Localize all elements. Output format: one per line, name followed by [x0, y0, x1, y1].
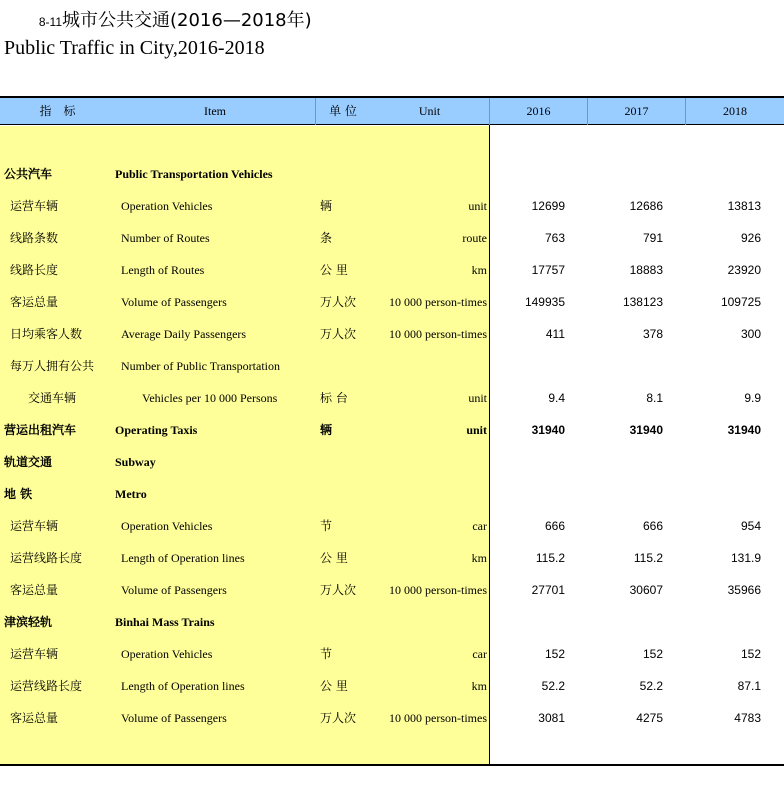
value-2017: 115.2: [633, 551, 663, 565]
value-2017: 30607: [629, 583, 663, 597]
value-2017: 138123: [622, 295, 663, 309]
value-2016: 27701: [531, 583, 565, 597]
row-label-en: Number of Public Transportation: [121, 359, 280, 373]
row-unit-cn: 万人次: [320, 295, 357, 309]
table-row: [0, 254, 784, 286]
value-2018: 109725: [720, 295, 761, 309]
value-2016: 411: [545, 327, 565, 341]
row-unit-cn: 公 里: [320, 263, 348, 277]
value-2017: 791: [642, 231, 663, 245]
value-2018: 13813: [727, 199, 761, 213]
row-label-en: Operation Vehicles: [121, 199, 213, 213]
row-unit-en: 10 000 person-times: [389, 583, 487, 597]
row-label-en: Public Transportation Vehicles: [115, 167, 273, 181]
value-2017: [588, 158, 663, 190]
table-row: [0, 478, 784, 510]
row-label-en: Binhai Mass Trains: [115, 615, 215, 629]
value-2016: 152: [544, 647, 565, 661]
value-2018: [686, 158, 761, 190]
header-unit: Unit: [418, 104, 441, 118]
row-label-en: Length of Operation lines: [121, 551, 245, 565]
row-label-en: Average Daily Passengers: [121, 327, 247, 341]
row-unit-cn: 公 里: [320, 551, 348, 565]
value-2016: [490, 478, 565, 510]
table-title-cn: [4, 6, 312, 32]
value-2018: 300: [740, 327, 761, 341]
row-label-cn: 每万人拥有公共: [10, 359, 95, 373]
value-2017: 4275: [636, 711, 663, 725]
row-unit-en: unit: [468, 199, 487, 213]
value-2016: 149935: [524, 295, 565, 309]
row-unit-en: [320, 158, 487, 190]
value-2016: 52.2: [541, 679, 565, 693]
value-2018: 35966: [727, 583, 761, 597]
value-2016: 3081: [538, 711, 565, 725]
row-label-cn: 轨道交通: [4, 455, 53, 469]
row-label-cn: 线路条数: [10, 231, 59, 245]
value-2018: 9.9: [744, 391, 761, 405]
value-2016: 9.4: [548, 391, 565, 405]
header-year-2017: 2017: [624, 104, 649, 118]
row-unit-en: [320, 350, 487, 382]
value-2018: 4783: [734, 711, 761, 725]
value-2018: 131.9: [730, 551, 761, 565]
title-cn-text: 城市公共交通(2016—2018年): [62, 10, 312, 31]
value-2016: 31940: [531, 423, 565, 437]
value-2018: [686, 478, 761, 510]
row-unit-cn: 公 里: [320, 679, 348, 693]
row-label-en: Volume of Passengers: [121, 583, 227, 597]
row-label-cn: 公共汽车: [4, 167, 53, 181]
row-unit-cn: 条: [320, 231, 333, 245]
row-label-cn: 客运总量: [10, 583, 59, 597]
table-row: [0, 702, 784, 734]
value-2017: 52.2: [639, 679, 663, 693]
row-unit-cn: 标 台: [320, 391, 348, 405]
row-unit-cn: 辆: [320, 199, 333, 213]
row-unit-en: [320, 606, 487, 638]
value-2016: 17757: [531, 263, 565, 277]
row-label-cn: 运营车辆: [10, 647, 59, 661]
row-label-en: Operation Vehicles: [121, 519, 213, 533]
row-label-en: Operation Vehicles: [121, 647, 213, 661]
table-header: [0, 96, 784, 125]
value-2018: [686, 446, 761, 478]
row-unit-cn: 万人次: [320, 327, 357, 341]
row-label-cn: 运营线路长度: [10, 551, 83, 565]
row-label-en: Volume of Passengers: [121, 711, 227, 725]
table-row: [0, 638, 784, 670]
value-2017: [588, 606, 663, 638]
header-item: Item: [204, 104, 226, 118]
table-row: [0, 318, 784, 350]
value-2017: [588, 350, 663, 382]
value-2016: [490, 350, 565, 382]
header-year-2016: 2016: [526, 104, 551, 118]
value-2017: [588, 446, 663, 478]
value-2016: [490, 606, 565, 638]
value-2018: 31940: [727, 423, 761, 437]
value-2016: 12699: [531, 199, 565, 213]
row-label-cn: 交通车辆: [28, 391, 77, 405]
row-label-cn: 线路长度: [10, 263, 59, 277]
table-row: [0, 414, 784, 446]
row-unit-en: 10 000 person-times: [389, 295, 487, 309]
value-2018: 87.1: [737, 679, 761, 693]
row-unit-en: 10 000 person-times: [389, 327, 487, 341]
table-row: [0, 606, 784, 638]
row-label-en: Metro: [115, 487, 147, 501]
row-unit-cn: 节: [320, 647, 333, 661]
row-label-cn: 地 铁: [4, 487, 33, 501]
row-unit-en: unit: [466, 423, 487, 437]
value-2018: 152: [740, 647, 761, 661]
row-unit-en: km: [471, 551, 487, 565]
value-2017: 31940: [629, 423, 663, 437]
value-2017: 152: [642, 647, 663, 661]
value-2018: 926: [740, 231, 761, 245]
row-label-en: Length of Routes: [121, 263, 205, 277]
value-2016: [490, 446, 565, 478]
value-2016: 666: [544, 519, 565, 533]
table-row: [0, 542, 784, 574]
row-label-en: Length of Operation lines: [121, 679, 245, 693]
row-unit-en: unit: [468, 391, 487, 405]
value-2018: 954: [740, 519, 761, 533]
row-label-cn: 客运总量: [10, 711, 59, 725]
row-label-en: Vehicles per 10 000 Persons: [142, 391, 278, 405]
row-unit-en: km: [471, 263, 487, 277]
row-unit-en: route: [462, 231, 487, 245]
table-row: [0, 574, 784, 606]
row-unit-en: car: [472, 647, 487, 661]
value-2018: [686, 350, 761, 382]
row-unit-cn: 节: [320, 519, 333, 533]
value-2016: [490, 158, 565, 190]
row-unit-en: car: [472, 519, 487, 533]
value-2017: 8.1: [646, 391, 663, 405]
table-row: [0, 222, 784, 254]
table-row: [0, 158, 784, 190]
value-2017: 18883: [629, 263, 663, 277]
table-row: [0, 350, 784, 382]
row-label-cn: 日均乘客人数: [10, 327, 83, 341]
table-row: [0, 382, 784, 414]
table-number: 8-11: [38, 15, 62, 29]
row-unit-cn: 万人次: [320, 711, 357, 725]
value-2017: [588, 478, 663, 510]
value-2018: [686, 606, 761, 638]
row-label-en: Volume of Passengers: [121, 295, 227, 309]
row-unit-en: 10 000 person-times: [389, 711, 487, 725]
header-unit-cn: 单 位: [329, 104, 357, 118]
table-row: [0, 286, 784, 318]
column-separator: [489, 125, 490, 764]
row-label-cn: 津滨轻轨: [4, 615, 53, 629]
value-2016: 763: [544, 231, 565, 245]
row-unit-en: [320, 478, 487, 510]
header-indicator-cn: 指 标: [39, 104, 76, 118]
table-bottom-rule: [0, 764, 784, 766]
table-row: [0, 190, 784, 222]
row-label-cn: 运营车辆: [10, 199, 59, 213]
row-label-cn: 运营车辆: [10, 519, 59, 533]
row-label-cn: 营运出租汽车: [4, 423, 77, 437]
row-unit-en: km: [471, 679, 487, 693]
row-label-en: Operating Taxis: [115, 423, 198, 437]
row-label-cn: 客运总量: [10, 295, 59, 309]
table-title-en: Public Traffic in City,2016-2018: [4, 37, 265, 59]
row-unit-cn: 辆: [320, 423, 333, 437]
row-unit-cn: 万人次: [320, 583, 357, 597]
table-row: [0, 446, 784, 478]
table-row: [0, 510, 784, 542]
row-unit-en: [320, 446, 487, 478]
value-2017: 666: [642, 519, 663, 533]
value-2017: 12686: [629, 199, 663, 213]
value-2016: 115.2: [535, 551, 565, 565]
value-2017: 378: [642, 327, 663, 341]
row-label-en: Number of Routes: [121, 231, 210, 245]
header-year-2018: 2018: [723, 104, 747, 118]
row-label-en: Subway: [115, 455, 156, 469]
table-row: [0, 670, 784, 702]
row-label-cn: 运营线路长度: [10, 679, 83, 693]
value-2018: 23920: [727, 263, 761, 277]
